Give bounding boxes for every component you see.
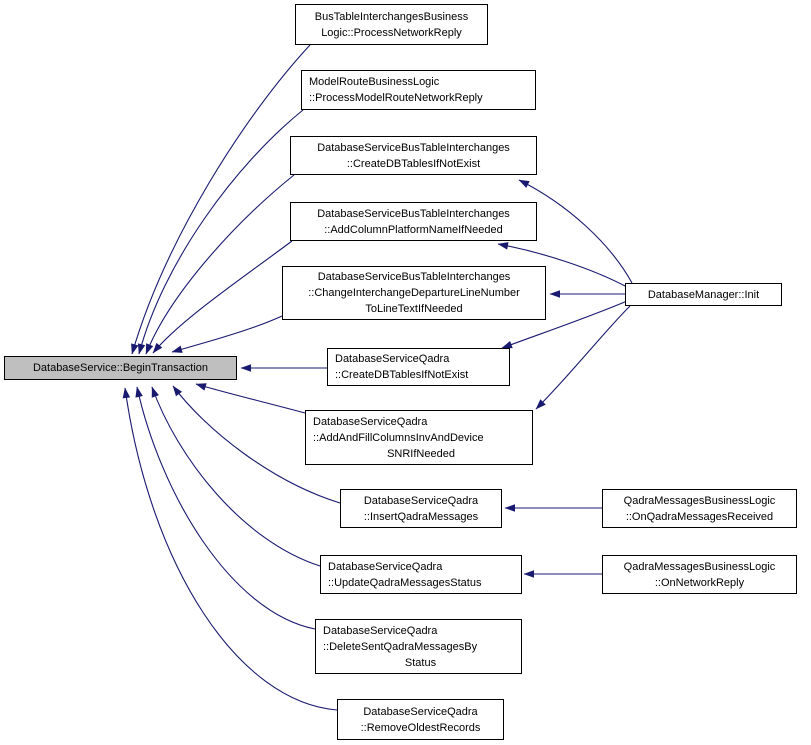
node-bus-process-reply-label-line-2: Logic::ProcessNetworkReply [321,26,462,39]
node-bti-create-db-label-line-2: ::CreateDBTablesIfNotExist [346,157,481,170]
node-model-route-reply[interactable] [301,70,536,110]
node-qadra-add-fill-label-line-1: DatabaseServiceQadra [313,415,428,428]
node-qadra-add-fill-label-line-3: SNRIfNeeded [387,447,455,460]
node-begin-transaction[interactable] [4,356,237,380]
node-qadra-delete-sent-label-line-1: DatabaseServiceQadra [323,624,438,637]
edge-qadra-add-fill-to-begin-transaction [196,384,305,413]
edge-bti-add-column-to-begin-transaction [153,241,292,353]
edge-bti-create-db-to-begin-transaction [146,175,294,354]
node-bti-add-column-label-line-2: ::AddColumnPlatformNameIfNeeded [324,223,503,236]
node-bti-change-interchange-label-line-1: DatabaseServiceBusTableInterchanges [317,271,511,283]
edge-bti-change-interchange-to-begin-transaction [172,316,282,352]
node-qadra-create-db[interactable] [327,348,510,386]
node-bti-change-interchange-label-line-2: ::ChangeInterchangeDepartureLineNumber [308,287,520,299]
node-qadra-insert[interactable] [340,489,502,528]
node-qadra-create-db-label-line-1: DatabaseServiceQadra [335,353,450,365]
node-bti-change-interchange-label-line-3: ToLineTextIfNeeded [365,303,463,315]
node-bti-add-column-label-line-1: DatabaseServiceBusTableInterchanges [317,207,510,220]
node-bti-create-db-label-line-1: DatabaseServiceBusTableInterchanges [317,141,510,154]
node-qadra-update-status-label-line-2: ::UpdateQadraMessagesStatus [328,576,482,589]
node-qadra-msgs-received-label-line-1: QadraMessagesBusinessLogic [623,494,776,507]
node-qadra-add-fill-label-line-2: ::AddAndFillColumnsInvAndDevice [313,431,484,444]
node-qadra-delete-sent-label-line-2: ::DeleteSentQadraMessagesBy [323,640,478,653]
node-qadra-delete-sent[interactable] [315,619,522,674]
node-model-route-reply-label-line-1: ModelRouteBusinessLogic [309,76,440,88]
edge-qadra-delete-sent-to-begin-transaction [137,387,315,629]
node-db-manager-init[interactable] [625,283,782,306]
node-bus-process-reply[interactable] [295,4,488,45]
node-db-manager-init-label-line-1: DatabaseManager::Init [647,288,760,301]
node-bus-process-reply-label-line-1: BusTableInterchangesBusiness [314,10,469,23]
node-qadra-network-reply[interactable] [602,555,797,594]
node-qadra-network-reply-label-line-1: QadraMessagesBusinessLogic [623,560,776,573]
node-bti-create-db[interactable] [290,136,537,175]
node-qadra-msgs-received[interactable] [602,489,797,528]
node-qadra-add-fill[interactable] [305,410,533,465]
node-qadra-delete-sent-label-line-3: Status [404,656,437,669]
node-model-route-reply-label-line-2: ::ProcessModelRouteNetworkReply [309,92,483,104]
edge-qadra-update-status-to-begin-transaction [152,387,320,566]
node-qadra-network-reply-label-line-2: ::OnNetworkReply [654,576,745,589]
node-begin-transaction-label-line-1: DatabaseService::BeginTransaction [32,362,209,374]
node-qadra-msgs-received-label-line-2: ::OnQadraMessagesReceived [625,510,774,523]
node-qadra-update-status-label-line-1: DatabaseServiceQadra [328,560,443,573]
node-qadra-update-status[interactable] [320,555,522,594]
edge-db-manager-init-to-qadra-add-fill [536,306,630,409]
node-bti-change-interchange[interactable] [282,266,546,320]
node-qadra-insert-label-line-1: DatabaseServiceQadra [363,494,479,507]
node-qadra-insert-label-line-2: ::InsertQadraMessages [363,510,479,523]
node-qadra-remove-oldest-label-line-1: DatabaseServiceQadra [363,705,478,718]
node-qadra-remove-oldest-label-line-2: ::RemoveOldestRecords [360,721,481,734]
node-qadra-create-db-label-line-2: ::CreateDBTablesIfNotExist [335,369,469,381]
node-bti-add-column[interactable] [290,202,537,241]
node-qadra-remove-oldest[interactable] [337,699,504,740]
